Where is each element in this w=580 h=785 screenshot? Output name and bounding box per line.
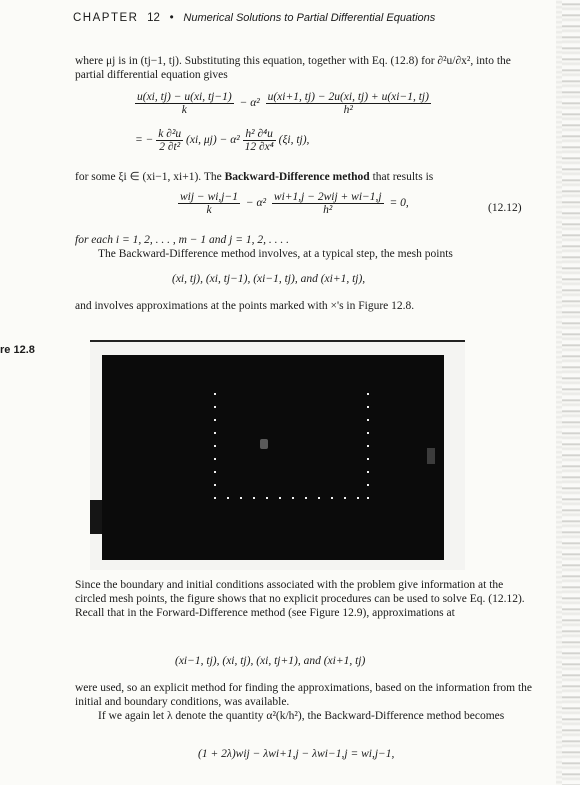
paragraph-backward-rest: that results is [369, 171, 434, 183]
header-bullet: • [169, 12, 174, 24]
equation-1 [135, 91, 431, 116]
paragraph-backward-intro [75, 170, 535, 184]
mesh-dot [214, 432, 216, 434]
mesh-dot [266, 497, 268, 499]
eq1-numerator-1: u(xi, tj) − u(xi, tj−1) [137, 91, 232, 103]
mesh-dot [214, 484, 216, 486]
mesh-dot [214, 445, 216, 447]
mesh-dot [305, 497, 307, 499]
eq3-operator: − α² [245, 197, 267, 210]
stencil-mark [260, 439, 268, 449]
eq2-argument-2: (ξi, tj), [278, 134, 310, 147]
eq3-denominator-2: h² [323, 204, 333, 216]
eq1-denominator-2: h² [343, 104, 353, 116]
mesh-dot [214, 497, 216, 499]
eq3-numerator-1: wij − wi,j−1 [180, 191, 239, 203]
paragraph-index-range: for each i = 1, 2, . . . , m − 1 and j = 1, 2, . . . . [75, 234, 289, 246]
eq2-denominator-1: 2 ∂t² [159, 141, 181, 153]
equation-number: (12.12) [488, 202, 522, 214]
mesh-points-forward: (xi−1, tj), (xi, tj), (xi, tj+1), and (xi+1, tj) [175, 655, 366, 667]
eq3-rhs: = 0, [389, 197, 409, 210]
page-binding-shadow [556, 0, 562, 785]
eq2-fraction-1 [156, 128, 183, 153]
mesh-dot [227, 497, 229, 499]
eq2-numerator-1: k ∂²u [158, 128, 182, 140]
mesh-dot [214, 458, 216, 460]
eq2-numerator-2: h² ∂⁴u [243, 128, 276, 141]
figure-top-rule [90, 340, 465, 342]
page-binding-edge [562, 0, 580, 785]
eq2-argument-1: (xi, μj) − α² [186, 134, 240, 147]
mesh-dot [367, 419, 369, 421]
chapter-title: Numerical Solutions to Partial Differential Equations [183, 12, 436, 24]
figure-scan-artifact [90, 500, 102, 534]
mesh-dot [357, 497, 359, 499]
mesh-dot [214, 419, 216, 421]
mesh-dot [367, 458, 369, 460]
mesh-dot [292, 497, 294, 499]
paragraph-explicit: were used, so an explicit method for finding the approximations, based on the information from the initial and boundary conditions, was available. [75, 682, 533, 708]
eq2-fraction-2 [243, 128, 276, 153]
mesh-points-backward: (xi, tj), (xi, tj−1), (xi−1, tj), and (xi+1, tj), [172, 273, 366, 285]
equation-12-12 [178, 191, 409, 216]
mesh-dot [367, 497, 369, 499]
equation-2 [135, 128, 309, 153]
eq2-lead: = − [135, 134, 154, 147]
mesh-dot [240, 497, 242, 499]
stencil-mark [427, 448, 435, 464]
mesh-dot [344, 497, 346, 499]
backward-difference-term: Backward-Difference method [224, 171, 370, 183]
paragraph-boundary: Since the boundary and initial conditions associated with the problem give information at the circled mesh points, the figure shows that no explicit procedures can be used to solve Eq. (12.12). Recall that in the Forward-Difference method (see Figure 12.9), approximations at [75, 579, 525, 619]
mesh-dot [367, 432, 369, 434]
paragraph-figure-ref: and involves approximations at the points marked with ×'s in Figure 12.8. [75, 300, 415, 312]
eq3-fraction-2 [272, 191, 384, 216]
mesh-dot [367, 406, 369, 408]
mesh-dot [367, 393, 369, 395]
eq2-denominator-2: 12 ∂x⁴ [244, 141, 274, 153]
running-header [73, 12, 435, 24]
mesh-dot [253, 497, 255, 499]
paragraph-mesh-intro: The Backward-Difference method involves, at a typical step, the mesh points [98, 248, 453, 260]
eq1-fraction-2 [266, 91, 431, 116]
chapter-number: 12 [147, 12, 160, 24]
eq3-denominator-1: k [206, 204, 212, 216]
mesh-dot [214, 406, 216, 408]
eq3-numerator-2: wi+1,j − 2wij + wi−1,j [273, 191, 382, 203]
paragraph-backward-text: for some ξi ∈ (xi−1, xi+1). The [75, 171, 225, 183]
eq3-fraction-1 [178, 191, 240, 216]
figure-label: re 12.8 [0, 344, 35, 356]
mesh-dot [279, 497, 281, 499]
mesh-dot [367, 445, 369, 447]
mesh-dot [367, 484, 369, 486]
paragraph-intro: where μj is in (tj−1, tj). Substituting this equation, together with Eq. (12.8) for ∂²u/∂x², into the partial differential equation gives [75, 55, 511, 81]
eq1-fraction-1 [135, 91, 234, 116]
figure-12-8-image [102, 355, 444, 560]
mesh-dot [318, 497, 320, 499]
equation-lambda: (1 + 2λ)wij − λwi+1,j − λwi−1,j = wi,j−1, [198, 748, 395, 760]
chapter-word: CHAPTER [73, 12, 139, 24]
mesh-dot [214, 471, 216, 473]
paragraph-lambda: If we again let λ denote the quantity α²(k/h²), the Backward-Difference method becomes [98, 710, 505, 722]
eq1-operator: − α² [239, 97, 260, 110]
eq1-numerator-2: u(xi+1, tj) − 2u(xi, tj) + u(xi−1, tj) [267, 91, 429, 103]
eq1-denominator-1: k [181, 104, 187, 116]
mesh-dot [214, 393, 216, 395]
mesh-dot [331, 497, 333, 499]
mesh-dot [367, 471, 369, 473]
